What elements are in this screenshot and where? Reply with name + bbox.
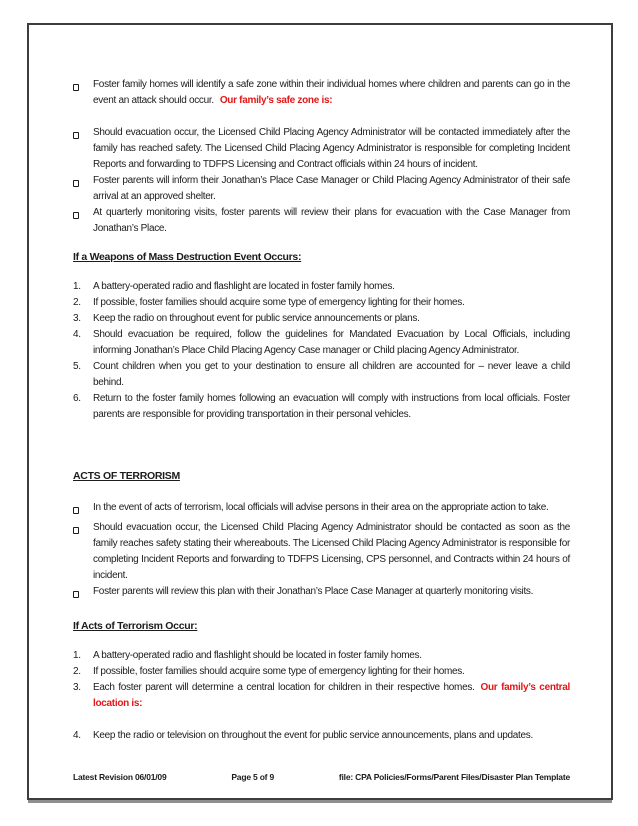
numbered-item <box>73 648 570 664</box>
square-bullet-icon <box>73 77 93 97</box>
bullet-item <box>73 205 570 237</box>
item-text: A battery-operated radio and flashlight are located in foster family homes. <box>93 281 395 292</box>
numbered-item <box>73 728 570 744</box>
item-number: 3. <box>73 313 81 324</box>
item-text: Should evacuation be required, follow the guidelines for Mandated Evacuation by Local Officials, including informing Jonathan’s Place Child Placing Agency Case manager or Child placing Agency Administrator. <box>93 329 570 356</box>
spacer <box>73 265 570 279</box>
bullet-text <box>93 77 570 109</box>
item-number: 4. <box>73 329 81 340</box>
square-bullet-icon <box>73 500 93 520</box>
item-text-body: Each foster parent will determine a central location for children in their respective homes. <box>93 682 475 693</box>
document-content <box>73 77 570 744</box>
numbered-item <box>73 680 570 712</box>
spacer <box>73 237 570 249</box>
numbered-item <box>73 391 570 423</box>
bullet-text: Foster parents will review this plan with their Jonathan’s Place Case Manager at quarterly monitoring visits. <box>93 586 534 597</box>
square-bullet-icon <box>73 125 93 145</box>
item-number: 1. <box>73 281 81 292</box>
item-text: Count children when you get to your destination to ensure all children are accounted for – never leave a child behind. <box>93 361 570 388</box>
spacer <box>73 634 570 648</box>
item-text: If possible, foster families should acquire some type of emergency lighting for their homes. <box>93 666 465 677</box>
heading-acts-of-terrorism: ACTS OF TERRORISM <box>73 470 180 482</box>
bullet-text-body: Foster family homes will identify a safe zone within their individual homes where children and parents can go in the event an attack should occur. <box>93 79 570 106</box>
item-number: 3. <box>73 682 81 693</box>
item-number: 2. <box>73 666 81 677</box>
fill-in-prompt-central-location: Our family’s central location is: <box>93 682 570 709</box>
heading-if-acts-occur: If Acts of Terrorism Occur: <box>73 620 198 632</box>
numbered-item <box>73 295 570 311</box>
item-text: Keep the radio on throughout event for public service announcements or plans. <box>93 313 420 324</box>
item-number: 6. <box>73 393 81 404</box>
bullet-item <box>73 500 570 520</box>
item-text <box>93 680 570 712</box>
document-page <box>27 23 613 800</box>
spacer <box>73 712 570 728</box>
bullet-text: Should evacuation occur, the Licensed Child Placing Agency Administrator should be contacted as soon as the family reaches safety stating their whereabouts. The Licensed Child Placing Agency Administrator is responsible for completing Incident Reports and forwarding to TDFPS Licensing, CPS personnel, and Contracts within 24 hours of incident. <box>93 522 570 581</box>
item-number: 5. <box>73 361 81 372</box>
bullet-item <box>73 584 570 604</box>
numbered-item <box>73 359 570 391</box>
footer-page-number: Page 5 of 9 <box>231 772 275 782</box>
bullet-text: Foster parents will inform their Jonathan’s Place Case Manager or Child Placing Agency Administrator of their safe arrival at an approved shelter. <box>93 175 570 202</box>
spacer <box>73 109 570 125</box>
bullet-text: At quarterly monitoring visits, foster parents will review their plans for evacuation with the Case Manager from Jonathan’s Place. <box>93 207 570 234</box>
bullet-text: Should evacuation occur, the Licensed Child Placing Agency Administrator will be contacted immediately after the family has reached safety. The Licensed Child Placing Agency Administrator is responsible for completing Incident Reports and forwarding to TDFPS Licensing and Contract officials within 24 hours of incident. <box>93 127 570 170</box>
item-number: 4. <box>73 730 81 741</box>
spacer <box>73 423 570 468</box>
heading-wmd-event: If a Weapons of Mass Destruction Event Occurs: <box>73 251 302 263</box>
bullet-text: In the event of acts of terrorism, local officials will advise persons in their area on the appropriate action to take. <box>93 502 549 513</box>
item-text: Return to the foster family homes following an evacuation will comply with instructions from local officials. Foster parents are responsible for providing transportation in their personal vehicles. <box>93 393 570 420</box>
item-number: 1. <box>73 650 81 661</box>
bullet-item <box>73 125 570 173</box>
footer-file-path: file: CPA Policies/Forms/Parent Files/Disaster Plan Template <box>338 772 570 782</box>
square-bullet-icon <box>73 520 93 540</box>
numbered-item <box>73 311 570 327</box>
bullet-item <box>73 77 570 109</box>
spacer <box>73 484 570 500</box>
square-bullet-icon <box>73 584 93 604</box>
footer-revision-date: Latest Revision 06/01/09 <box>73 772 167 782</box>
spacer <box>73 604 570 618</box>
numbered-item <box>73 279 570 295</box>
bullet-item <box>73 173 570 205</box>
item-text: Keep the radio or television on throughout the event for public service announcements, plans and updates. <box>93 730 533 741</box>
bullet-item <box>73 520 570 584</box>
item-number: 2. <box>73 297 81 308</box>
item-text: A battery-operated radio and flashlight should be located in foster family homes. <box>93 650 422 661</box>
numbered-item <box>73 664 570 680</box>
page-footer <box>73 772 570 782</box>
item-text: If possible, foster families should acquire some type of emergency lighting for their homes. <box>93 297 465 308</box>
fill-in-prompt-safe-zone: Our family’s safe zone is: <box>219 95 333 106</box>
square-bullet-icon <box>73 205 93 225</box>
numbered-item <box>73 327 570 359</box>
square-bullet-icon <box>73 173 93 193</box>
